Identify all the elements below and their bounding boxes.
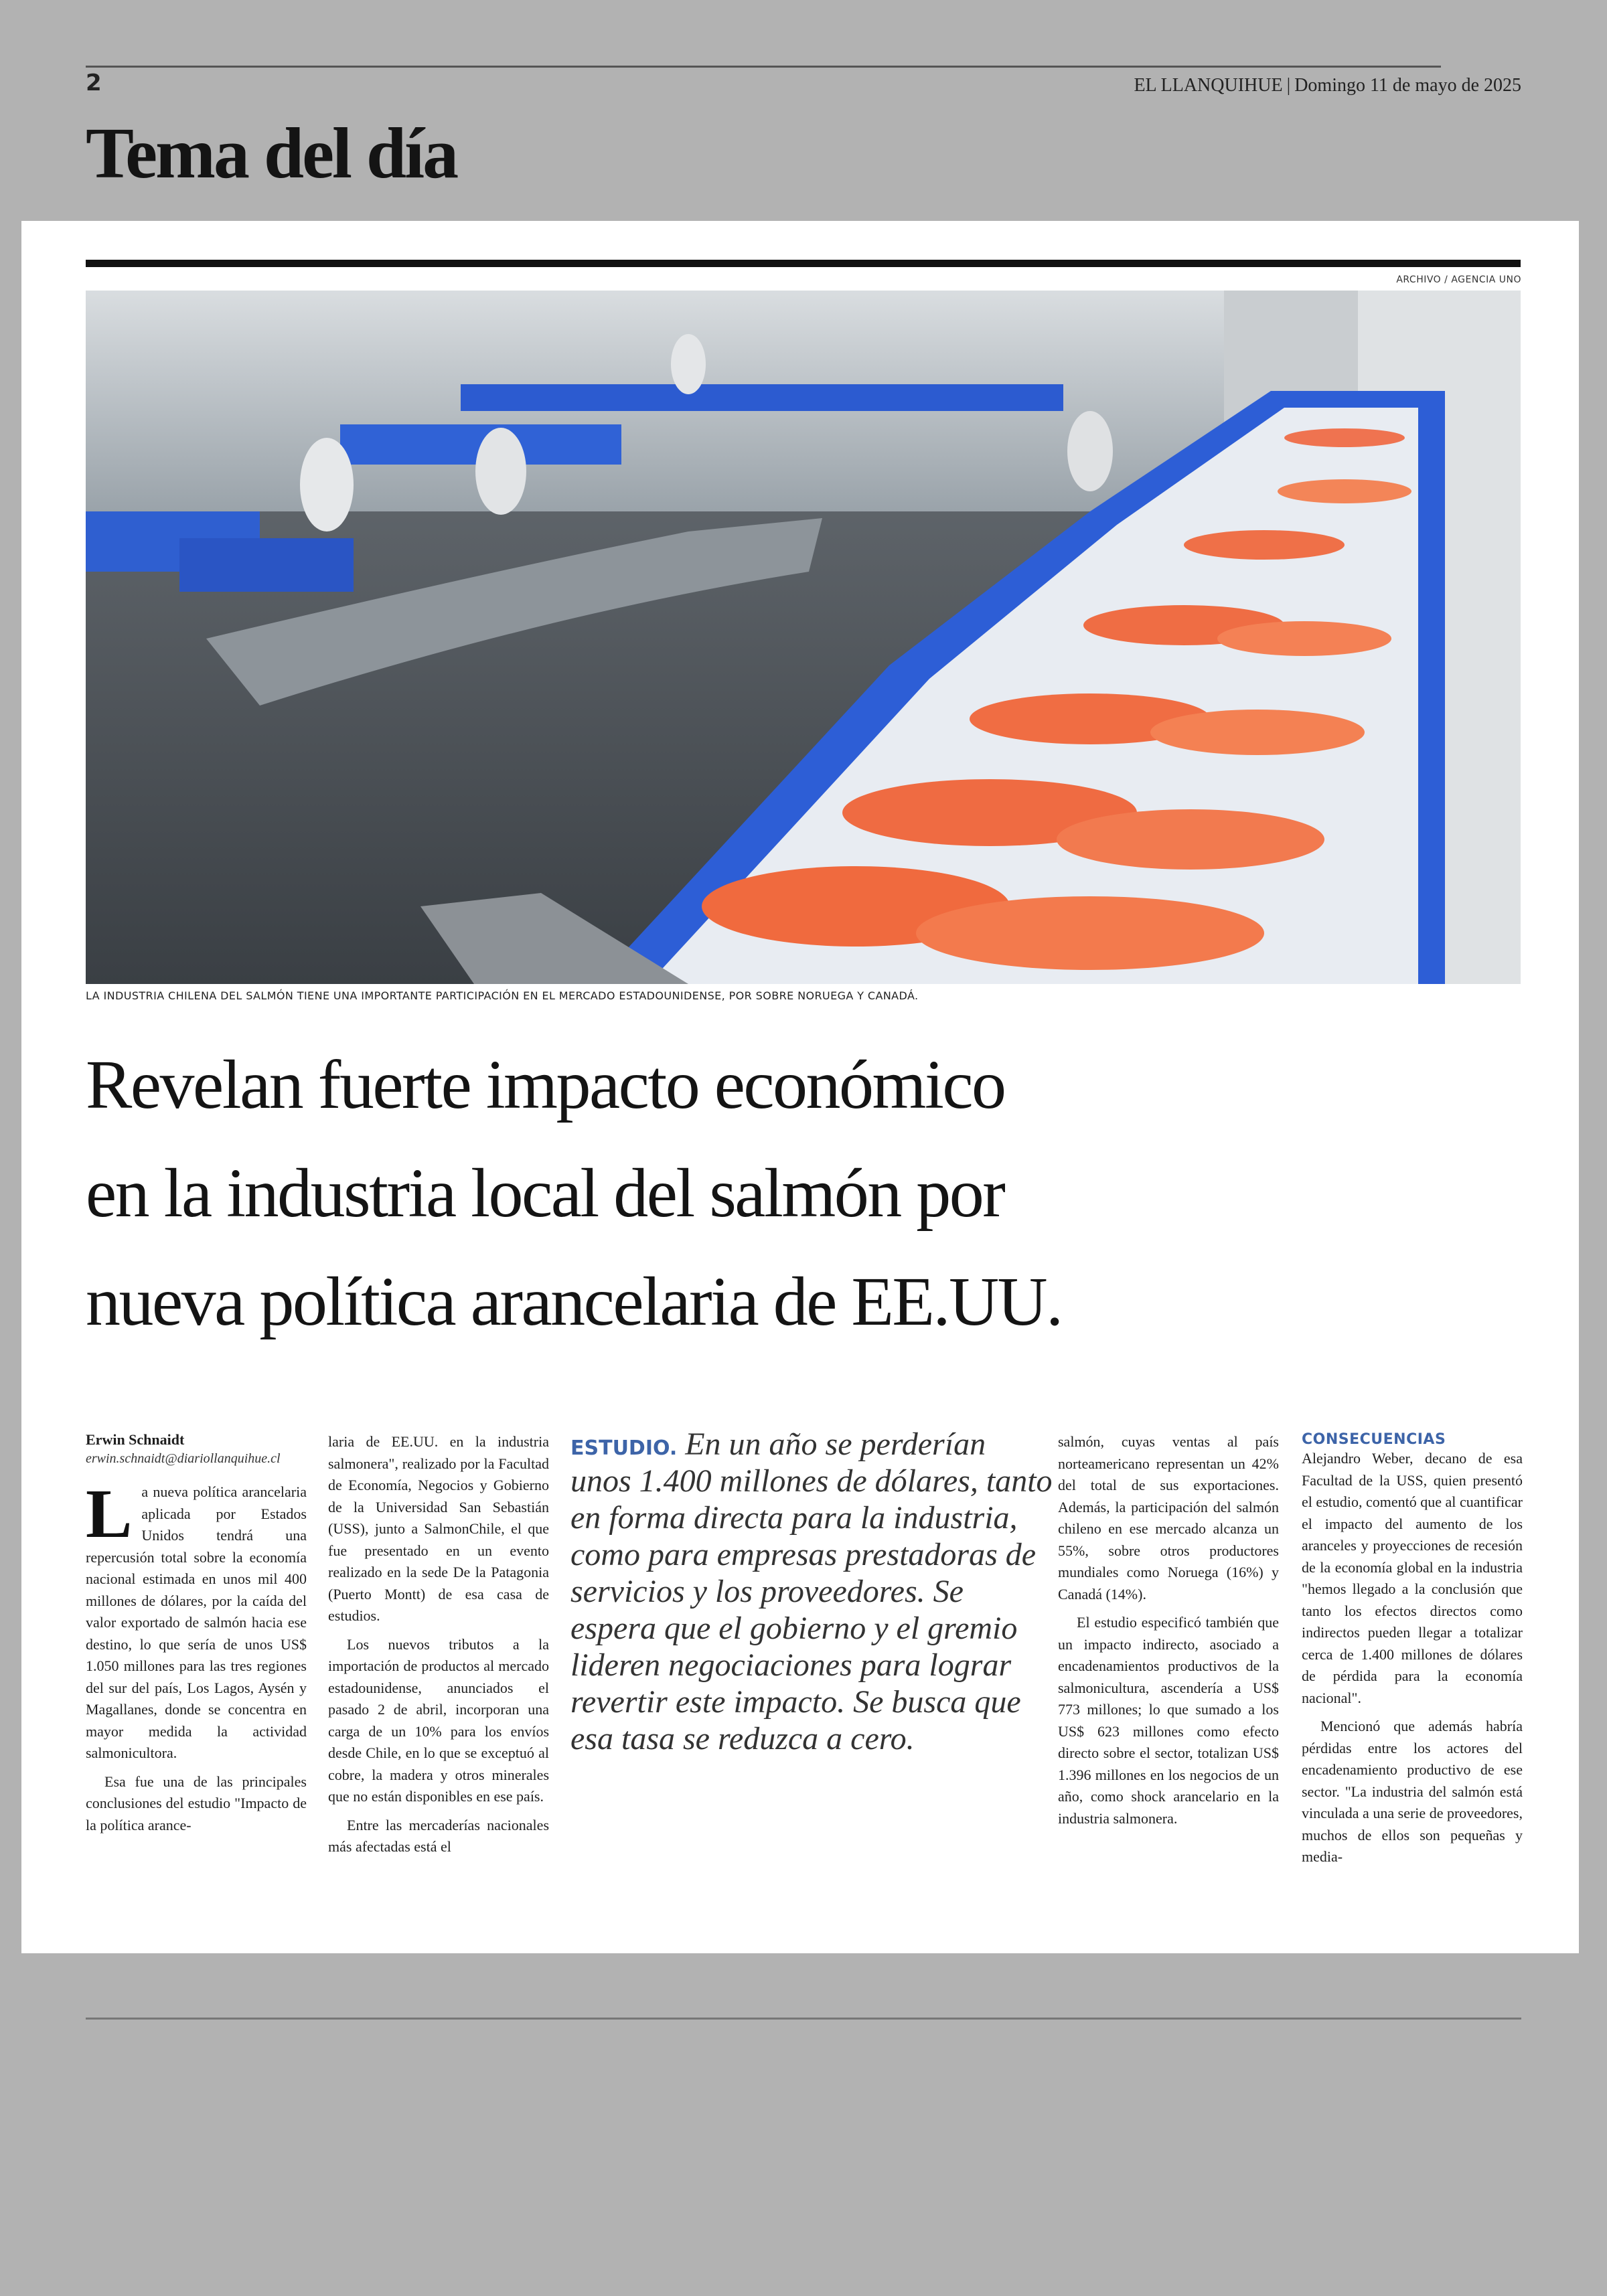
paragraph: salmón, cuyas ventas al país norteamericano representan un 42% del total de sus exportaciones. Además, la participación del salmón chileno en ese mercado alcanza un 55%, sobre otros productores mundiales como Noruega (16%) y Canadá (14%). xyxy=(1058,1433,1279,1603)
section-title: Tema del día xyxy=(86,114,457,193)
photo-illustration xyxy=(86,291,1521,984)
article-column-4 xyxy=(1058,1431,1279,1836)
headline-line-2: en la industria local del salmón por xyxy=(86,1155,1004,1232)
article-card xyxy=(21,221,1579,1953)
issue-date: Domingo 11 de mayo de 2025 xyxy=(1294,75,1521,96)
pull-quote-text: En un año se perderían unos 1.400 millones de dólares, tanto en forma directa para la industria, como para empresas prestadoras de servicios y los proveedores. Se espera que el gobierno y el gremio lideren negociaciones para lograr revertir este impacto. Se busca que esa tasa se reduzca a cero. xyxy=(570,1426,1053,1756)
pull-quote xyxy=(570,1426,1053,1757)
paragraph: Esa fue una de las principales conclusiones del estudio "Impacto de la política arance- xyxy=(86,1773,307,1833)
photo-credit: ARCHIVO / AGENCIA UNO xyxy=(1396,274,1521,285)
drop-cap: L xyxy=(86,1475,133,1552)
bottom-rule xyxy=(86,2018,1521,2020)
paragraph: Alejandro Weber, decano de esa Facultad de la USS, quien presentó el estudio, comentó que al cuantificar el impacto del aumento de los aranceles y proyecciones de recesión de la economía global en la industria "hemos llegado a la conclusión que tanto los efectos directos como indirectos pueden llegar a totalizar cerca de 1.400 millones de dólares de pérdida para la economía nacional". xyxy=(1302,1450,1523,1706)
section-kicker: CONSECUENCIAS xyxy=(1302,1431,1446,1448)
headline xyxy=(86,1031,1545,1356)
page-number: 2 xyxy=(86,70,102,96)
paragraph: Los nuevos tributos a la importación de productos al mercado estadounidense, anunciados el pasado 2 de abril, incorporan una carga de un 10% para los envíos desde Chile, en lo que se exceptuó al cobre, la madera y otros minerales que no están disponibles en ese país. xyxy=(328,1635,549,1805)
masthead xyxy=(1134,75,1521,96)
paragraph xyxy=(86,1475,307,1765)
headline-line-3: nueva política arancelaria de EE.UU. xyxy=(86,1263,1062,1340)
newspaper-name: EL LLANQUIHUE xyxy=(1134,75,1283,96)
salmon-processing-photo xyxy=(86,291,1521,984)
paragraph: laria de EE.UU. en la industria salmonera", realizado por la Facultad de Economía, Negocios y Gobierno de la Universidad San Sebastián (USS), junto a SalmonChile, el que fue presentado en un evento realizado en la sede De la Patagonia (Puerto Montt) de esa casa de estudios. xyxy=(328,1433,549,1624)
paragraph: El estudio especificó también que un impacto indirecto, asociado a encadenamientos productivos de la salmonicultura, ascendería a US$ 773 millones; lo que sumado a los US$ 623 millones como efecto directo sobre el sector, totalizan US$ 1.396 millones en los negocios de un año, como shock arancelario en la industria salmonera. xyxy=(1058,1614,1279,1827)
masthead-separator: | xyxy=(1286,75,1291,96)
author-email[interactable]: erwin.schnaidt@diariollanquihue.cl xyxy=(86,1451,281,1466)
article-column-2 xyxy=(328,1431,549,1865)
article-column-1 xyxy=(86,1431,307,1843)
pull-quote-tag: ESTUDIO. xyxy=(570,1437,678,1460)
top-rule xyxy=(86,66,1441,68)
paragraph-text: a nueva política arancelaria aplicada por Estados Unidos tendrá una repercusión total sobre la economía nacional estimada en unos mil 400 millones de dólares, por la caída del valor exportado de salmón hacia ese destino, lo que sería de unos US$ 1.050 millones para las tres regiones del sur del país, Los Lagos, Aysén y Magallanes, donde se concentra en mayor medida la actividad salmonicultora. xyxy=(86,1483,307,1761)
paragraph: Entre las mercaderías nacionales más afectadas está el xyxy=(328,1816,549,1855)
photo-caption: LA INDUSTRIA CHILENA DEL SALMÓN TIENE UNA IMPORTANTE PARTICIPACIÓN EN EL MERCADO ESTADOUNIDENSE, POR SOBRE NORUEGA Y CANADÁ. xyxy=(86,989,919,1002)
headline-line-1: Revelan fuerte impacto económico xyxy=(86,1046,1005,1123)
article-top-rule xyxy=(86,260,1521,267)
author-name: Erwin Schnaidt xyxy=(86,1431,185,1448)
paragraph: Mencionó que además habría pérdidas entre los actores del encadenamiento productivo de ese sector. "La industria del salmón está vinculada a una serie de proveedores, muchos de ellos son pequeñas y media- xyxy=(1302,1718,1523,1865)
article-column-5 xyxy=(1302,1431,1523,1875)
